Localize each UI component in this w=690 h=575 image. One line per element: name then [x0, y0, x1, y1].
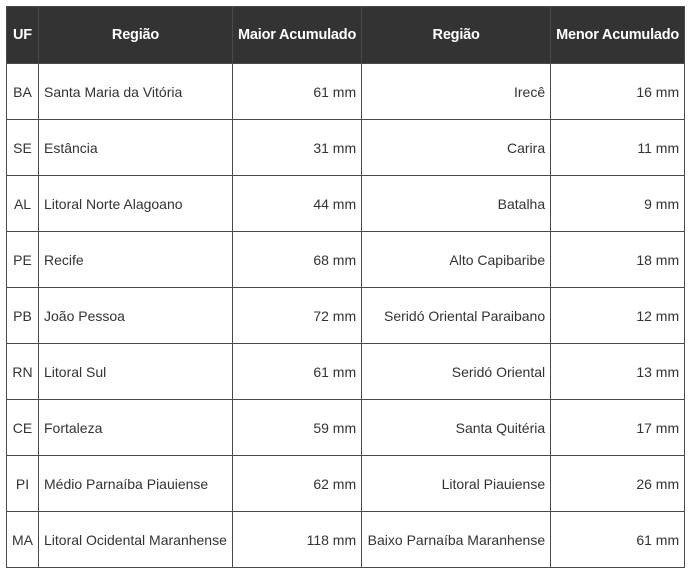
- min-value-cell: 17 mm: [551, 400, 685, 456]
- min-region-cell: Alto Capibaribe: [362, 232, 551, 288]
- uf-cell: CE: [7, 400, 39, 456]
- uf-cell: AL: [7, 176, 39, 232]
- min-value-cell: 11 mm: [551, 120, 685, 176]
- max-value-cell: 68 mm: [233, 232, 362, 288]
- min-region-cell: Seridó Oriental Paraibano: [362, 288, 551, 344]
- uf-cell: PB: [7, 288, 39, 344]
- max-value-cell: 61 mm: [233, 64, 362, 120]
- uf-cell: RN: [7, 344, 39, 400]
- min-region-cell: Baixo Parnaíba Maranhense: [362, 512, 551, 568]
- rainfall-table: [6, 6, 685, 568]
- min-value-cell: 61 mm: [551, 512, 685, 568]
- max-value-cell: 62 mm: [233, 456, 362, 512]
- min-value-cell: 12 mm: [551, 288, 685, 344]
- max-region-cell: Fortaleza: [39, 400, 233, 456]
- max-value-cell: 118 mm: [233, 512, 362, 568]
- uf-cell: MA: [7, 512, 39, 568]
- table-row: [7, 512, 685, 568]
- max-value-cell: 59 mm: [233, 400, 362, 456]
- min-value-cell: 18 mm: [551, 232, 685, 288]
- uf-cell: BA: [7, 64, 39, 120]
- min-region-cell: Seridó Oriental: [362, 344, 551, 400]
- uf-cell: SE: [7, 120, 39, 176]
- table-row: [7, 344, 685, 400]
- uf-cell: PI: [7, 456, 39, 512]
- min-value-cell: 13 mm: [551, 344, 685, 400]
- min-value-cell: 26 mm: [551, 456, 685, 512]
- header-max-region: Região: [39, 7, 233, 64]
- table-row: [7, 288, 685, 344]
- min-region-cell: Santa Quitéria: [362, 400, 551, 456]
- uf-cell: PE: [7, 232, 39, 288]
- max-region-cell: Santa Maria da Vitória: [39, 64, 233, 120]
- header-max-value: Maior Acumulado: [233, 7, 362, 64]
- min-region-cell: Litoral Piauiense: [362, 456, 551, 512]
- max-value-cell: 72 mm: [233, 288, 362, 344]
- table-row: [7, 176, 685, 232]
- min-region-cell: Irecê: [362, 64, 551, 120]
- header-row: [7, 7, 685, 64]
- max-value-cell: 61 mm: [233, 344, 362, 400]
- min-value-cell: 16 mm: [551, 64, 685, 120]
- header-min-region: Região: [362, 7, 551, 64]
- min-region-cell: Batalha: [362, 176, 551, 232]
- max-region-cell: Litoral Ocidental Maranhense: [39, 512, 233, 568]
- table-row: [7, 64, 685, 120]
- table-row: [7, 456, 685, 512]
- table-row: [7, 120, 685, 176]
- min-value-cell: 9 mm: [551, 176, 685, 232]
- max-region-cell: Estância: [39, 120, 233, 176]
- max-region-cell: João Pessoa: [39, 288, 233, 344]
- min-region-cell: Carira: [362, 120, 551, 176]
- max-region-cell: Recife: [39, 232, 233, 288]
- table-row: [7, 400, 685, 456]
- max-value-cell: 44 mm: [233, 176, 362, 232]
- max-value-cell: 31 mm: [233, 120, 362, 176]
- table-row: [7, 232, 685, 288]
- max-region-cell: Litoral Sul: [39, 344, 233, 400]
- header-min-value: Menor Acumulado: [551, 7, 685, 64]
- header-uf: UF: [7, 7, 39, 64]
- max-region-cell: Médio Parnaíba Piauiense: [39, 456, 233, 512]
- max-region-cell: Litoral Norte Alagoano: [39, 176, 233, 232]
